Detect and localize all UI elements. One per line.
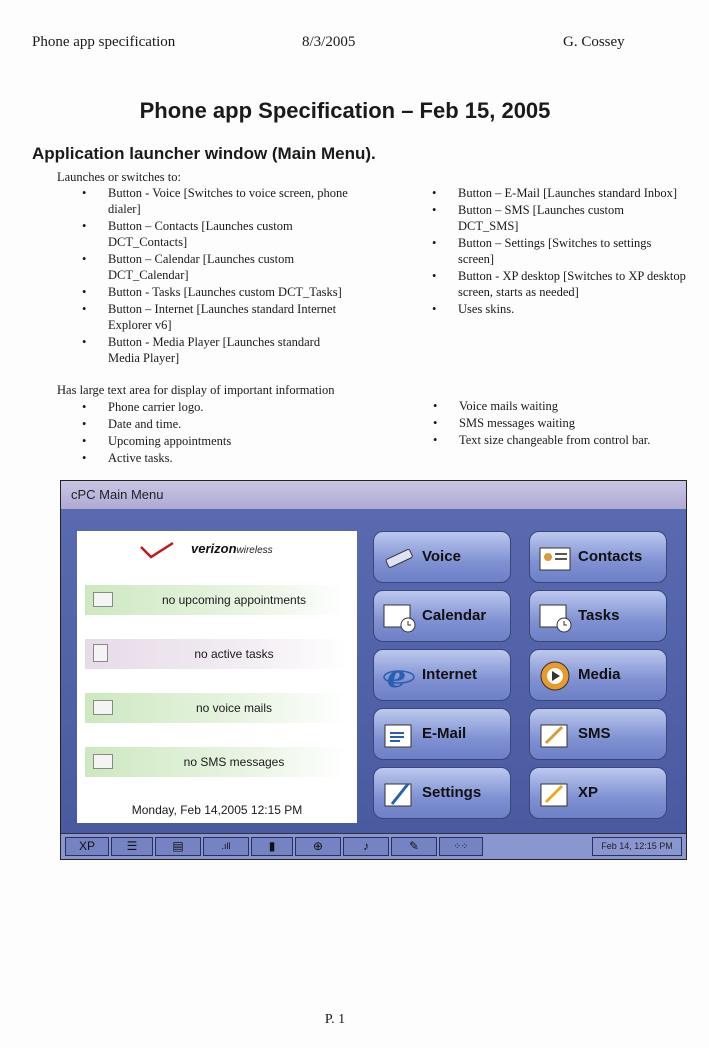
internet-button[interactable] [373,649,511,701]
voicemail-icon [93,700,113,715]
xp-button[interactable] [529,767,667,819]
tasks-clock-icon [538,601,572,633]
contact-card-icon [538,542,572,574]
sms-row[interactable] [85,747,347,777]
media-player-icon [538,660,572,692]
list-item: • Button – Calendar [Launches custom DCT_Calendar] [82,251,352,283]
list-item: • Button - Tasks [Launches custom DCT_Tasks] [82,284,352,300]
clipboard-icon [93,644,108,662]
media-label: Media [578,666,621,683]
settings-button[interactable] [373,767,511,819]
taskbar-clock: Feb 14, 12:15 PM [592,837,682,856]
list-item: • Phone carrier logo. [82,399,352,415]
settings-label: Settings [422,784,482,801]
list-item: • Button - Voice [Switches to voice screen, phone dialer] [82,185,352,217]
xp-desktop-icon [538,778,572,810]
list-item: • Uses skins. [432,301,687,317]
document-title: Phone app Specification – Feb 15, 2005 [139,98,551,123]
list-item: • Text size changeable from control bar. [433,432,693,448]
sms-label: no SMS messages [183,755,285,769]
appointments-label: no upcoming appointments [161,593,307,607]
calendar-clock-icon [382,601,416,633]
list-item: • Button - XP desktop [Switches to XP desktop screen, starts as needed] [432,268,687,300]
window-titlebar: cPC Main Menu [61,481,686,509]
pen-icon[interactable]: ✎ [391,837,437,856]
internet-label: Internet [422,666,478,683]
header-date: 8/3/2005 [302,34,356,50]
date-time: Monday, Feb 14,2005 12:15 PM [131,803,303,817]
tasks-label: Tasks [578,607,620,624]
logo-suffix: wireless [236,545,273,556]
email-label: E-Mail [422,725,467,742]
list-item: • Button - Media Player [Launches standard Media Player] [82,334,352,366]
email-button[interactable] [373,708,511,760]
contacts-label: Contacts [578,548,643,565]
logo-brand: verizon [191,541,237,556]
keypad-icon[interactable]: ⁘⁘ [439,837,483,856]
email-icon [382,719,416,751]
list-item: • Button – Internet [Launches standard Internet Explorer v6] [82,301,352,333]
tasks-label: no active tasks [194,647,274,661]
taskbar [61,833,686,859]
media-button[interactable] [529,649,667,701]
contacts-button[interactable] [529,531,667,583]
verizon-check-icon [139,541,175,561]
buttons-list-right [432,185,687,318]
voicemail-row[interactable] [85,693,347,723]
main-area [61,509,686,833]
launches-intro: Launches or switches to: [57,170,181,184]
sms-app-icon [538,719,572,751]
calendar-button[interactable] [373,590,511,642]
list-item: • Active tasks. [82,450,352,466]
sms-icon [93,754,113,769]
bell-icon[interactable]: ♪ [343,837,389,856]
page-number: P. 1 [324,1012,346,1027]
info-list-right [433,398,693,449]
settings-pen-icon [382,778,416,810]
carrier-logo [149,539,309,563]
section-title: Application launcher window (Main Menu). [32,144,376,163]
header-left: Phone app specification [32,34,176,50]
voicemail-label: no voice mails [195,701,273,715]
xp-start-button[interactable]: XP [65,837,109,856]
appointments-row[interactable] [85,585,347,615]
list-item: • Button – SMS [Launches custom DCT_SMS] [432,202,687,234]
calendar-label: Calendar [422,607,487,624]
sms-app-label: SMS [578,725,611,742]
tasks-row[interactable] [85,639,347,669]
tasks-button[interactable] [529,590,667,642]
voice-label: Voice [422,548,461,565]
text-area-intro: Has large text area for display of important information [57,383,335,397]
calendar-icon [93,592,113,607]
xp-label: XP [578,784,599,801]
sms-button[interactable] [529,708,667,760]
zoom-icon[interactable]: ⊕ [295,837,341,856]
info-panel [77,531,357,823]
list-item: • SMS messages waiting [433,415,693,431]
voice-button[interactable] [373,531,511,583]
list-item: • Button – E-Mail [Launches standard Inbox] [432,185,687,201]
svg-text:e: e [387,660,407,692]
internet-explorer-icon [382,660,416,692]
list-item: • Voice mails waiting [433,398,693,414]
main-menu-screenshot [60,480,687,860]
list-item: • Button – Contacts [Launches custom DCT_Contacts] [82,218,352,250]
signal-icon[interactable]: .ıll [203,837,249,856]
list-item: • Upcoming appointments [82,433,352,449]
list-item: • Button – Settings [Switches to settings screen] [432,235,687,267]
notepad-icon[interactable]: ▤ [155,837,201,856]
info-list-left [82,399,352,467]
phone-icon [382,542,416,574]
header-author: G. Cossey [563,34,625,50]
list-item: • Date and time. [82,416,352,432]
menu-lines-icon[interactable]: ☰ [111,837,153,856]
battery-icon[interactable]: ▮ [251,837,293,856]
buttons-list-left [82,185,352,367]
